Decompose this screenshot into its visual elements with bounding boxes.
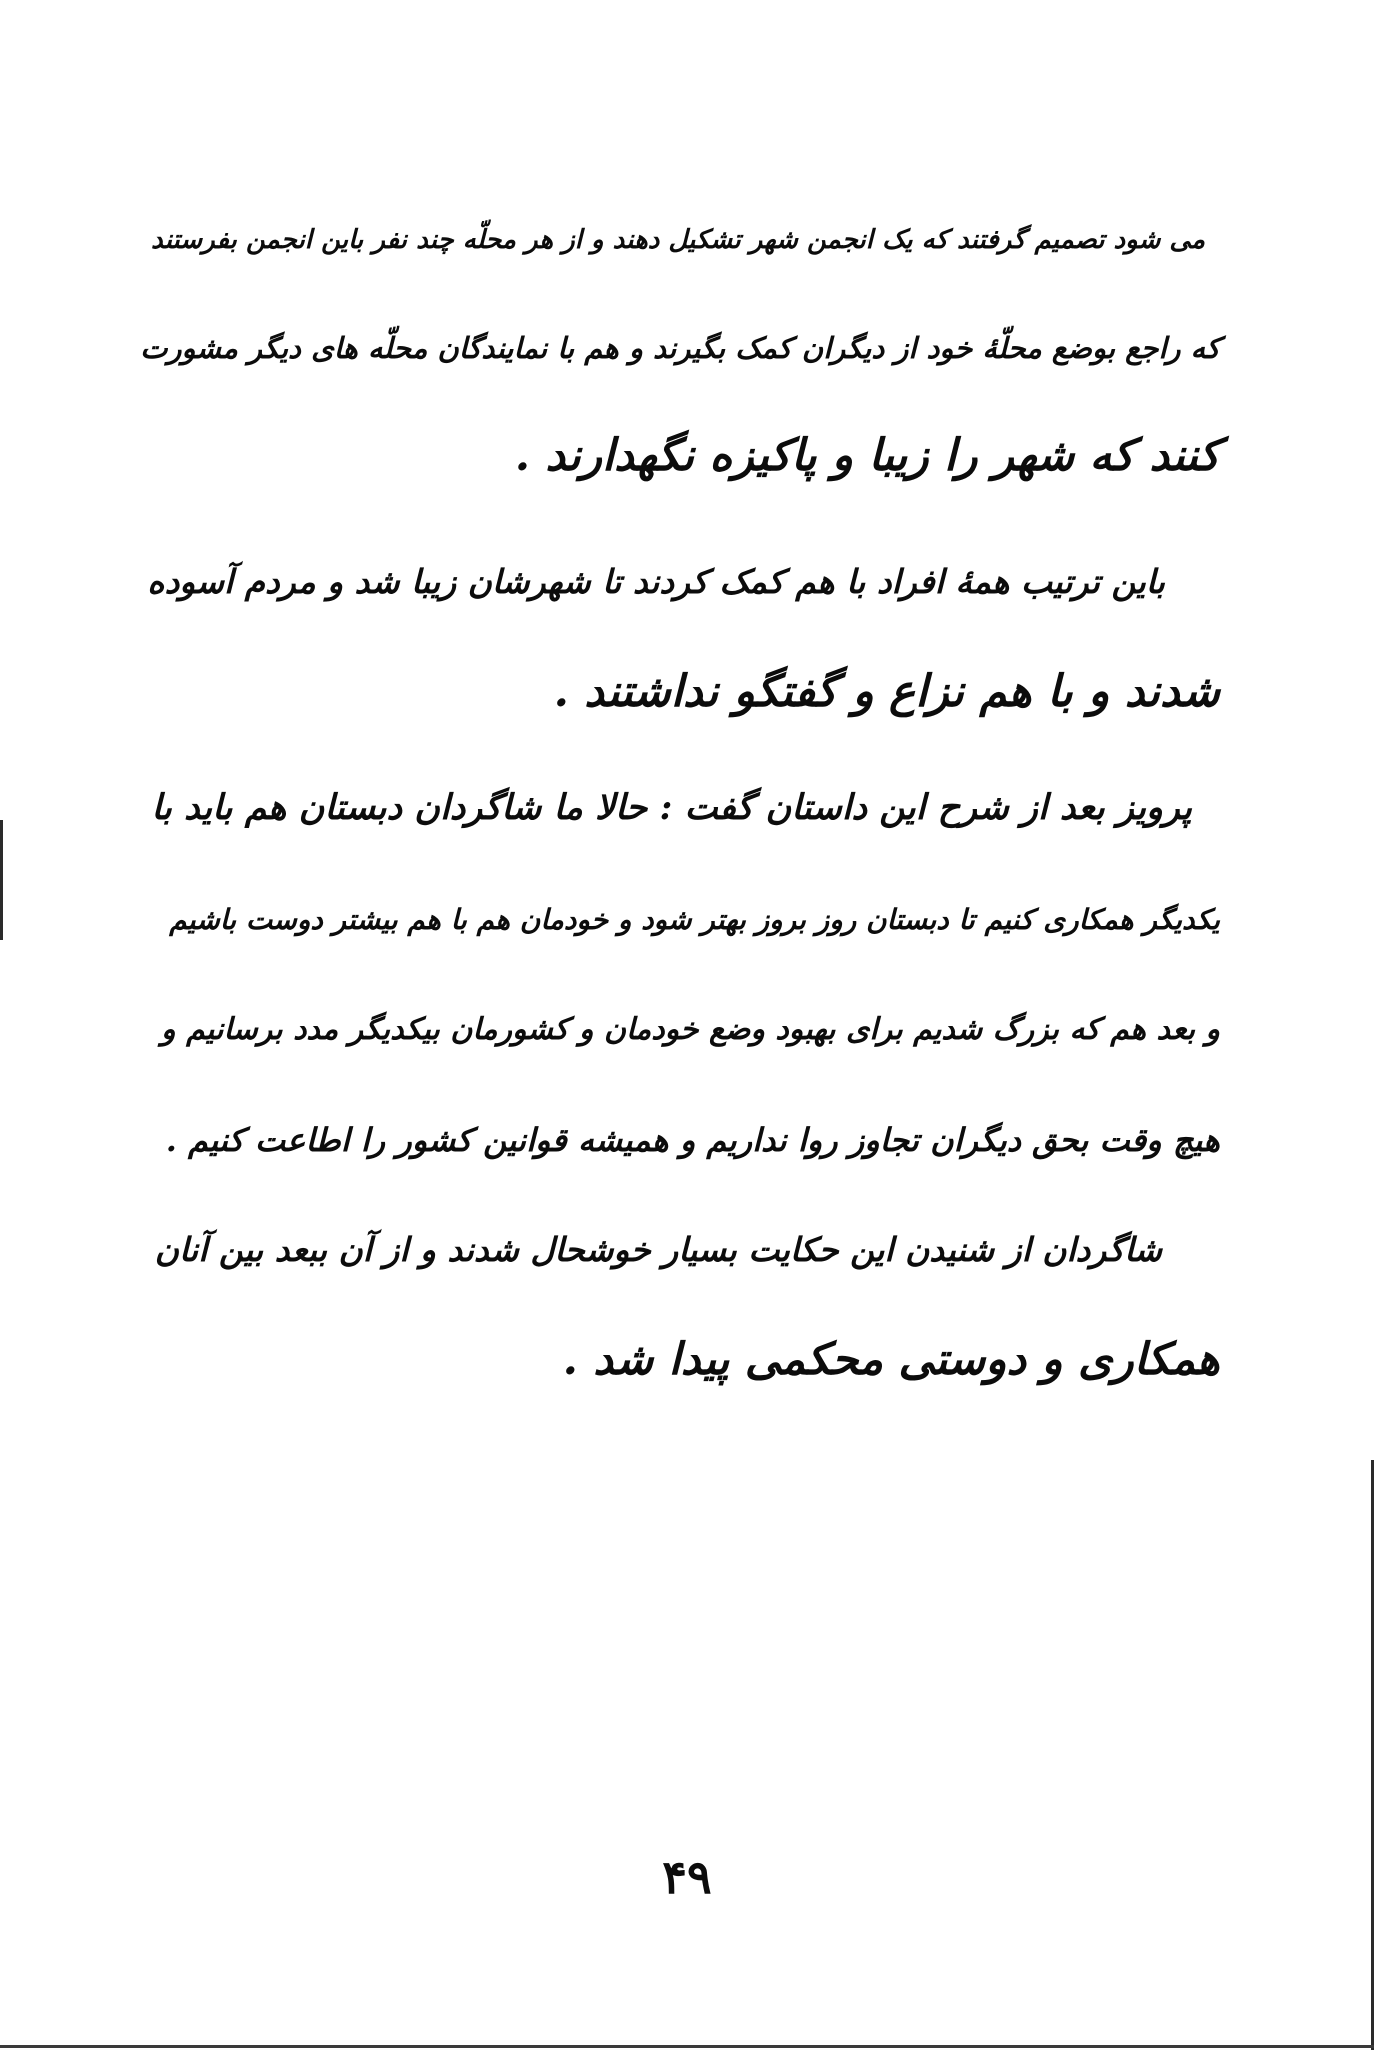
page-number: ۴۹: [662, 1850, 712, 1904]
text-line: پرویز بعد از شرح این داستان گفت : حالا ما شاگردان دبستان هم باید با: [151, 787, 1192, 828]
text-line: شدند و با هم نزاع و گفتگو نداشتند .: [553, 666, 1220, 717]
scan-edge-left: [0, 820, 3, 940]
text-line: می شود تصمیم گرفتند که یک انجمن شهر تشکیل دهند و از هر محلّه چند نفر باین انجمن بفرستند: [151, 225, 1205, 255]
text-line: کنند که شهر را زیبا و پاکیزه نگهدارند .: [514, 430, 1220, 481]
text-line: شاگردان از شنیدن این حکایت بسیار خوشحال شدند و از آن ببعد بین آنان: [154, 1230, 1162, 1269]
text-line: یکدیگر همکاری کنیم تا دبستان روز بروز بهتر شود و خودمان هم با هم بیشتر دوست باشیم: [169, 903, 1220, 936]
text-line: باین ترتیب همهٔ افراد با هم کمک کردند تا شهرشان زیبا شد و مردم آسوده: [147, 562, 1165, 601]
text-line: هیچ وقت بحق دیگران تجاوز روا نداریم و همیشه قوانین کشور را اطاعت کنیم .: [165, 1121, 1220, 1159]
text-line: و بعد هم که بزرگ شدیم برای بهبود وضع خودمان و کشورمان بیکدیگر مدد برسانیم و: [161, 1012, 1220, 1047]
text-line: که راجع بوضع محلّهٔ خود از دیگران کمک بگیرند و هم با نمایندگان محلّه های دیگر مشورت: [140, 331, 1220, 365]
text-line: همکاری و دوستی محکمی پیدا شد .: [562, 1334, 1220, 1385]
